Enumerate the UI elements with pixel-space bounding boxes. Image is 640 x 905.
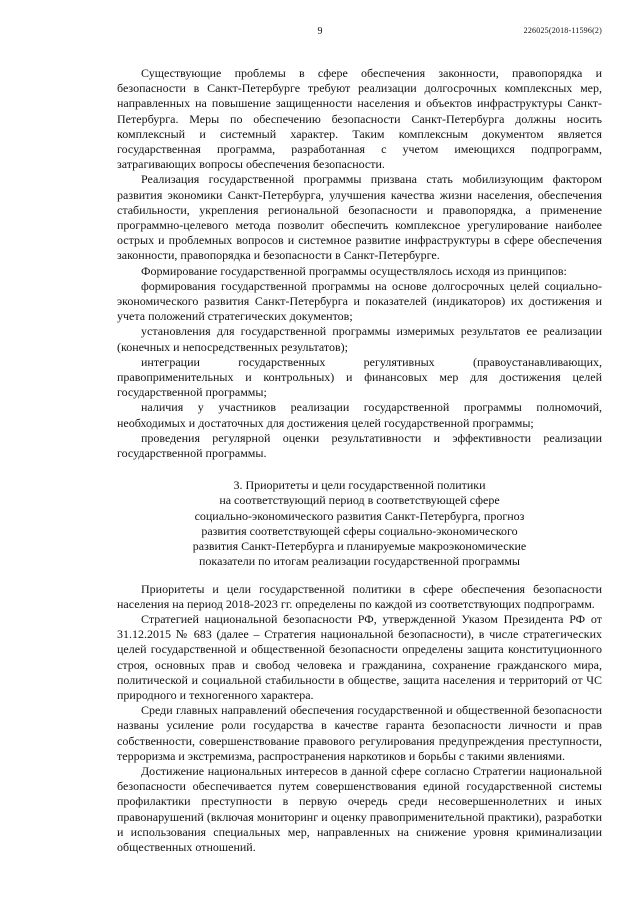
paragraph-national-interests: Достижение национальных интересов в данной сфере согласно Стратегии национальной безопасности обеспечивается путем совершенствования единой государственной системы профилактики преступности в первую очередь среди несовершеннолетних и иных правонарушений (включая мониторинг и оценку правоприменительной практики), разработки и использования специальных мер, направленных на снижение уровня криминализации общественных отношений. (117, 763, 602, 854)
document-body (117, 66, 602, 855)
section-heading: 3. Приоритеты и цели государственной политики на соответствующий период в соответствующей сфере социально-экономического развития Санкт-Петербурга, прогноз развития соответствующей сферы социально-экономического развития Санкт-Петербурга и планируемые макроэкономические показатели по итогам реализации государственной программы (192, 478, 527, 569)
paragraph-principles-intro: Формирование государственной программы осуществлялось исходя из принципов: (141, 263, 567, 278)
paragraph-strategy: Стратегией национальной безопасности РФ, утвержденной Указом Президента РФ от 31.12.2015 № 683 (далее – Стратегия национальной безопасности), в числе стратегических целей государственной и общественной безопасности определены защита конституционного строя, основных прав и свобод человека и гражданина, сохранение гражданского мира, политической и социальной стабильности в обществе, защита населения и территорий от ЧС природного и техногенного характера. (117, 611, 602, 702)
paragraph-problems: Существующие проблемы в сфере обеспечения законности, правопорядка и безопасности в Санкт-Петербурге требуют реализации долгосрочных комплексных мер, направленных на повышение защищенности населения и объектов инфраструктуры Санкт-Петербурга. Меры по обеспечению безопасности Санкт-Петербурга должны носить комплексный и системный характер. Таким комплексным документом является государственная программа, разработанная с учетом имеющихся подпрограмм, затрагивающих вопросы обеспечения безопасности. (117, 66, 602, 172)
principle-item-3: интеграции государственных регулятивных (правоустанавливающих, правоприменительных и контрольных) и финансовых мер для достижения целей государственной программы; (117, 354, 602, 400)
spacer (117, 570, 602, 582)
paragraph-implementation: Реализация государственной программы призвана стать мобилизующим фактором развития экономики Санкт-Петербурга, улучшения качества жизни населения, обеспечения стабильности, укрепления региональной безопасности и правопорядка, а применение программно-целевого метода позволит обеспечить комплексное урегулирование наиболее острых и проблемных вопросов и системное развитие инфраструктуры в сфере обеспечения законности, правопорядка и безопасности в Санкт-Петербурге. (117, 172, 602, 263)
document-id: 226025(2018-11596(2) (523, 26, 602, 35)
principle-item-4: наличия у участников реализации государственной программы полномочий, необходимых и достаточных для достижения целей государственной программы; (117, 400, 602, 430)
spacer (117, 461, 602, 478)
page-number: 9 (317, 26, 323, 37)
principle-item-1: формирования государственной программы на основе долгосрочных целей социально-экономического развития Санкт-Петербурга и показателей (индикаторов) их достижения и учета положений стратегических документов; (117, 278, 602, 324)
paragraph-priorities: Приоритеты и цели государственной политики в сфере обеспечения безопасности населения на период 2018-2023 гг. определены по каждой из соответствующих подпрограмм. (117, 581, 602, 611)
paragraph-directions: Среди главных направлений обеспечения государственной и общественной безопасности названы усиление роли государства в качестве гаранта безопасности личности и прав собственности, совершенствование правового регулирования предупреждения преступности, терроризма и экстремизма, распространения наркотиков и борьбы с такими явлениями. (117, 703, 602, 763)
principle-item-5: проведения регулярной оценки результативности и эффективности реализации государственной программы. (117, 430, 602, 461)
principle-item-2: установления для государственной программы измеримых результатов ее реализации (конечных и непосредственных результатов); (117, 324, 602, 354)
